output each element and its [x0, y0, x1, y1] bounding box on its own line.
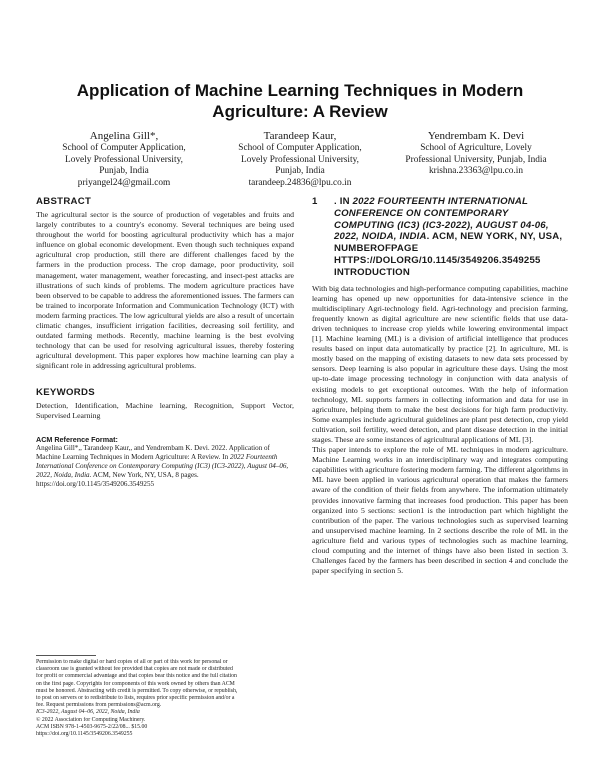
author-location: Punjab, India — [275, 166, 325, 177]
abstract-heading: ABSTRACT — [36, 196, 92, 207]
acm-reference-format — [36, 435, 294, 490]
keywords-heading: KEYWORDS — [36, 386, 95, 398]
author-affiliation: School of Computer Application, — [62, 143, 186, 153]
author-email: tarandeep.24836@lpu.co.in — [248, 177, 352, 188]
introduction-body — [312, 284, 568, 577]
author-name: Yendrembam K. Devi — [427, 130, 525, 142]
keywords-text: Detection, Identification, Machine learning, Recognition, Support Vector, Supervised Learning — [36, 400, 294, 420]
footnote-line: on the first page. Copyrights for components of this work owned by others than ACM — [36, 680, 235, 687]
footnote-doi: https://doi.org/10.1145/3549206.3549255 — [36, 731, 133, 738]
author-email: priyangel24@gmail.com — [77, 177, 171, 188]
reference-text: Angelina Gill*,, Tarandeep Kaur,, and Yendrembam K. Devi. 2022. Application of Machine Learning Techniques in Modern Agriculture: A Review. In — [36, 443, 270, 461]
footnote-line: must be honored. Abstracting with credit is permitted. To copy otherwise, or republish, — [36, 687, 238, 694]
footnote-isbn: ACM ISBN 978-1-4503-9675-2/22/08... $15.00 — [36, 723, 148, 730]
author-affiliation: School of Agriculture, Lovely — [420, 143, 532, 153]
intro-paragraph: This paper intends to explore the role of ML techniques in modern agriculture. Machine Learning works in an interdisciplinary way and integrates computing capabilities with agriculture fostering modern farming. The different algorithms in ML have been applied in various agricultural operation that makes the farmers aware of the condition of their fields from anywhere. The information ultimately provides innovative farming that increases food production. This paper has been organized into 5 sections: section1 is the introduction part which highlight the contribution of the paper. The various technologies such as supervised learning and unsupervised machine learning. In 2 sections describe the role of ML in the agriculture field and various types of technologies such as machine learning, cloud computing and the internet of things have also been listed in section 3. Challenges faced by the farmers has been described in section 4 and conclude the paper specifying in section 5. — [312, 445, 568, 576]
section-heading-prefix: . IN — [334, 196, 350, 207]
author-2 — [212, 130, 388, 189]
footnote-venue: IC3-2022, August 04–06, 2022, Noida, India — [36, 709, 140, 716]
footnote-copyright: © 2022 Association for Computing Machinery. — [36, 716, 146, 723]
intro-paragraph: With big data technologies and high-performance computing capabilities, machine learning has opened up new opportunities for data-intensive science in the multidisciplinary Agri-technology field. Agri-technology and precision farming, frequently known as digital agriculture are new scientific fields that use data-driven techniques to increase crop yields while lowering environmental impact [1]. Machine learning (ML) is a division of artificial intelligence that produces results based on input data automatically by practice [2]. In agriculture, ML is mostly based on the mapping of existing datasets to new data sets processed by sensors. Deep learning is also popular in agriculture these days. Using the most up-to-date image processing technology in conjunction with data analysis of existing models to get exceptional outcomes. With the help of information technology, ML supports farmers in collecting information and data for use in agriculture, helping them to make the best decisions for high farm productivity. Some examples include agricultural guidelines are plant pest detection, crop yield cultivation, soil fertility, weed detection, and plant disease detection in the initial stages. These are some instances of agricultural applications of ML [3]. — [312, 283, 568, 444]
footnote-line: for profit or commercial advantage and that copies bear this notice and the full citation — [36, 673, 237, 680]
permission-footnote — [36, 659, 290, 738]
section-1-heading — [312, 196, 568, 279]
section-heading-venue: 2022 FOURTEENTH INTERNATIONAL CONFERENCE ON CONTEMPORARY COMPUTING (IC3) (IC3-2022), AUGUST 04-06, 2022, NOIDA, INDIA — [334, 196, 549, 243]
footnote-line: classroom use is granted without fee provided that copies are not made or distributed — [36, 666, 233, 673]
author-affiliation: Lovely Professional University, — [241, 154, 359, 165]
author-affiliation: School of Computer Application, — [238, 143, 362, 153]
footnote-rule — [36, 655, 96, 656]
footnote-line: Permission to make digital or hard copies of all or part of this work for personal or — [36, 659, 228, 665]
reference-heading: ACM Reference Format: — [36, 434, 118, 444]
author-1 — [36, 130, 212, 189]
reference-doi: ACM, New York, NY, USA, 8 pages. https://doi.org/10.1145/3549206.3549255 — [36, 471, 199, 489]
author-affiliation: Lovely Professional University, — [65, 154, 183, 165]
author-name: Angelina Gill*, — [89, 130, 159, 142]
author-affiliation: Professional University, Punjab, India — [405, 154, 547, 165]
author-3 — [388, 130, 564, 178]
author-block — [36, 130, 564, 186]
right-column — [312, 196, 568, 576]
abstract-text: The agricultural sector is the source of production of vegetables and fruits and largely contributes to a country's economy. Several techniques are being used throughout the world for boosting agricultural productivity which has a major influence on global economic development. Even though such techniques expand agricultural crop production, still there are different challenges faced by the farmers in the production process. The crop damage, poor productivity, soil management, water management, weather forecasting, and insect-pest attacks are illustrations of such kinds of problems. The modern agriculture practices have been observed to be capable to address the aforementioned issues. The farmers can be trained to incorporate Information and Communication Technology (ICT) with modern farming practices. The low agricultural yields are also a result of uncertain climatic changes, insufficient irrigation facilities, decreasing soil fertility, and outdated farming methods. Recently, machine learning is the best evolving technology that can be used for resolving agricultural issues, thereby fostering agricultural development. This paper explores how machine learning can play a significant role in addressing agricultural problems. — [36, 210, 294, 371]
footnote-line: fee. Request permissions from permissions@acm.org. — [36, 702, 162, 709]
footnote-line: to post on servers or to redistribute to lists, requires prior specific permission and/or a — [36, 695, 235, 702]
left-column — [36, 196, 294, 489]
section-number: 1 — [312, 196, 318, 207]
author-name: Tarandeep Kaur, — [263, 130, 337, 142]
section-heading-tail: . ACM, NEW YORK, NY, USA, NUMBEROFPAGE HTTPS://DOLORG/10.1145/3549206.3549255 INTRODUCTION — [334, 231, 563, 278]
reference-venue: 2022 Fourteenth International Conference on Contemporary Computing (IC3) (IC3-2022), August 04–06, 2022, Noida, India. — [36, 452, 289, 480]
author-email: krishna.23363@lpu.co.in — [428, 166, 524, 177]
paper-title: Application of Machine Learning Techniques in Modern Agriculture: A Review — [76, 81, 524, 121]
author-location: Punjab, India — [99, 166, 149, 177]
